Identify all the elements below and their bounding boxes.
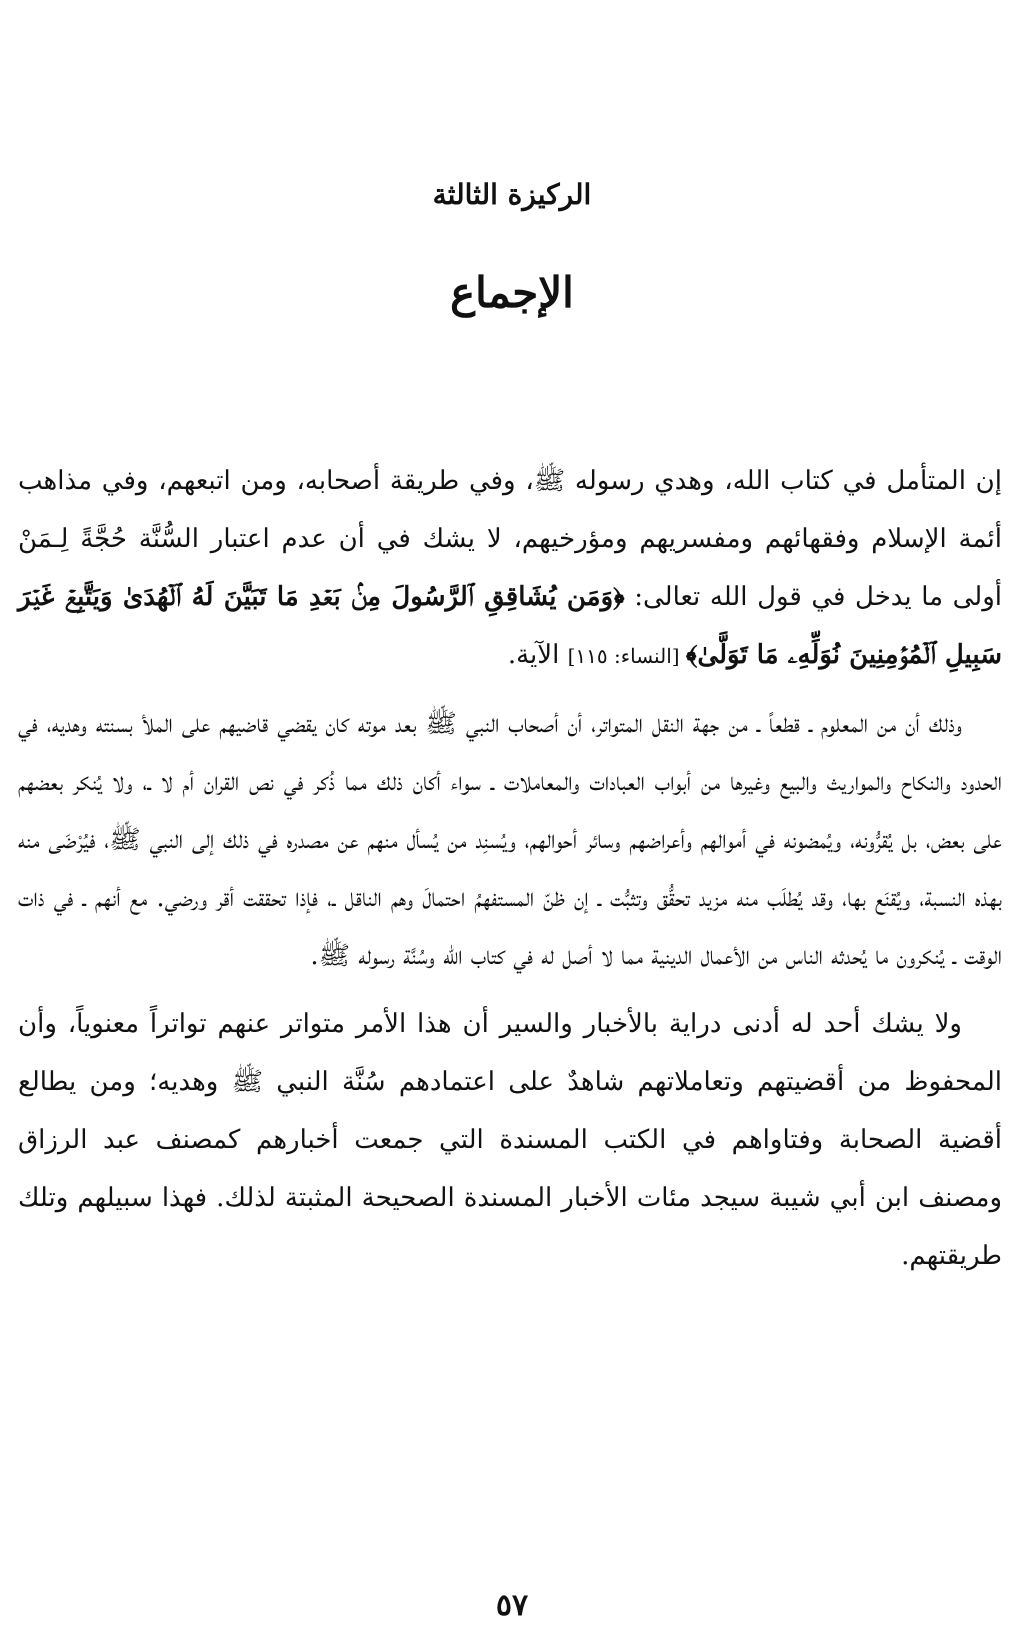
paragraph-1 (18, 452, 1002, 685)
quran-verse: ﴿وَمَن يُشَاقِقِ ٱلرَّسُولَ مِنۢ بَعۡدِ مَا تَبَيَّنَ لَهُ ٱلۡهُدَىٰ وَيَتَّبِعۡ غَيۡرَ سَبِيلِ ٱلۡمُؤۡمِنِينَ نُوَلِّهِۦ مَا تَوَلَّىٰ﴾ (18, 582, 1002, 670)
section-title: الإجماع (450, 268, 574, 317)
body-text (18, 452, 1002, 1295)
paragraph-1-end: الآية. (507, 640, 568, 670)
verse-reference: [النساء: ١١٥] (567, 644, 686, 668)
section-subtitle: الركيزة الثالثة (432, 178, 592, 211)
paragraph-1-text: إن المتأمل في كتاب الله، وهدي رسوله ﷺ، وفي طريقة أصحابه، ومن اتبعهم، وفي مذاهب أئمة الإسلام وفقهائهم ومفسريهم ومؤرخيهم، لا يشك في أن عدم اعتبار السُّنَّة حُجَّةً لِـمَنْ أولى ما يدخل في قول الله تعالى: (18, 466, 1002, 612)
paragraph-3: ولا يشك أحد له أدنى دراية بالأخبار والسير أن هذا الأمر متواتر عنهم تواتراً معنوياً، وأن المحفوظ من أقضيتهم وتعاملاتهم شاهدٌ على اعتمادهم سُنَّة النبي ﷺ وهديه؛ ومن يطالع أقضية الصحابة وفتاواهم في الكتب المسندة التي جمعت أخبارهم كمصنف عبد الرزاق ومصنف ابن أبي شيبة سيجد مئات الأخبار المسندة الصحيحة المثبتة لذلك. فهذا سبيلهم وتلك طريقتهم. (18, 1009, 1002, 1271)
page-number: ٥٧ (495, 1588, 529, 1623)
paragraph-2: وذلك أن من المعلوم ـ قطعاً ـ من جهة النقل المتواتر، أن أصحاب النبي ﷺ بعد موته كان يقضي قاضيهم على الملأ بسنته وهديه، في الحدود والنكاح والمواريث والبيع وغيرها من أبواب العبادات والمعاملات ـ سواء أكان ذلك مما ذُكر في نص القران أم لا ـ، ولا يُنكر بعضهم على بعض، بل يُقرُّونه، ويُمضونه في أموالهم وأعراضهم وسائر أحوالهم، ويُسنِد من يُسأل منهم عن مصدره في ذلك إلى النبي ﷺ، فيُرْضَى منه بهذه النسبة، ويُقنَع بها، وقد يُطلَب منه مزيد تحقُّق وتثبُّت ـ إن ظنّ المستفهمُ احتمالَ وهم الناقل ـ، فإذا تحققت أقر ورضي. مع أنهم ـ في ذات الوقت ـ يُنكرون ما يُحدثه الناس من الأعمال الدينية مما لا أصل له في كتاب الله وسُنَّة رسوله ﷺ. (18, 709, 1002, 971)
